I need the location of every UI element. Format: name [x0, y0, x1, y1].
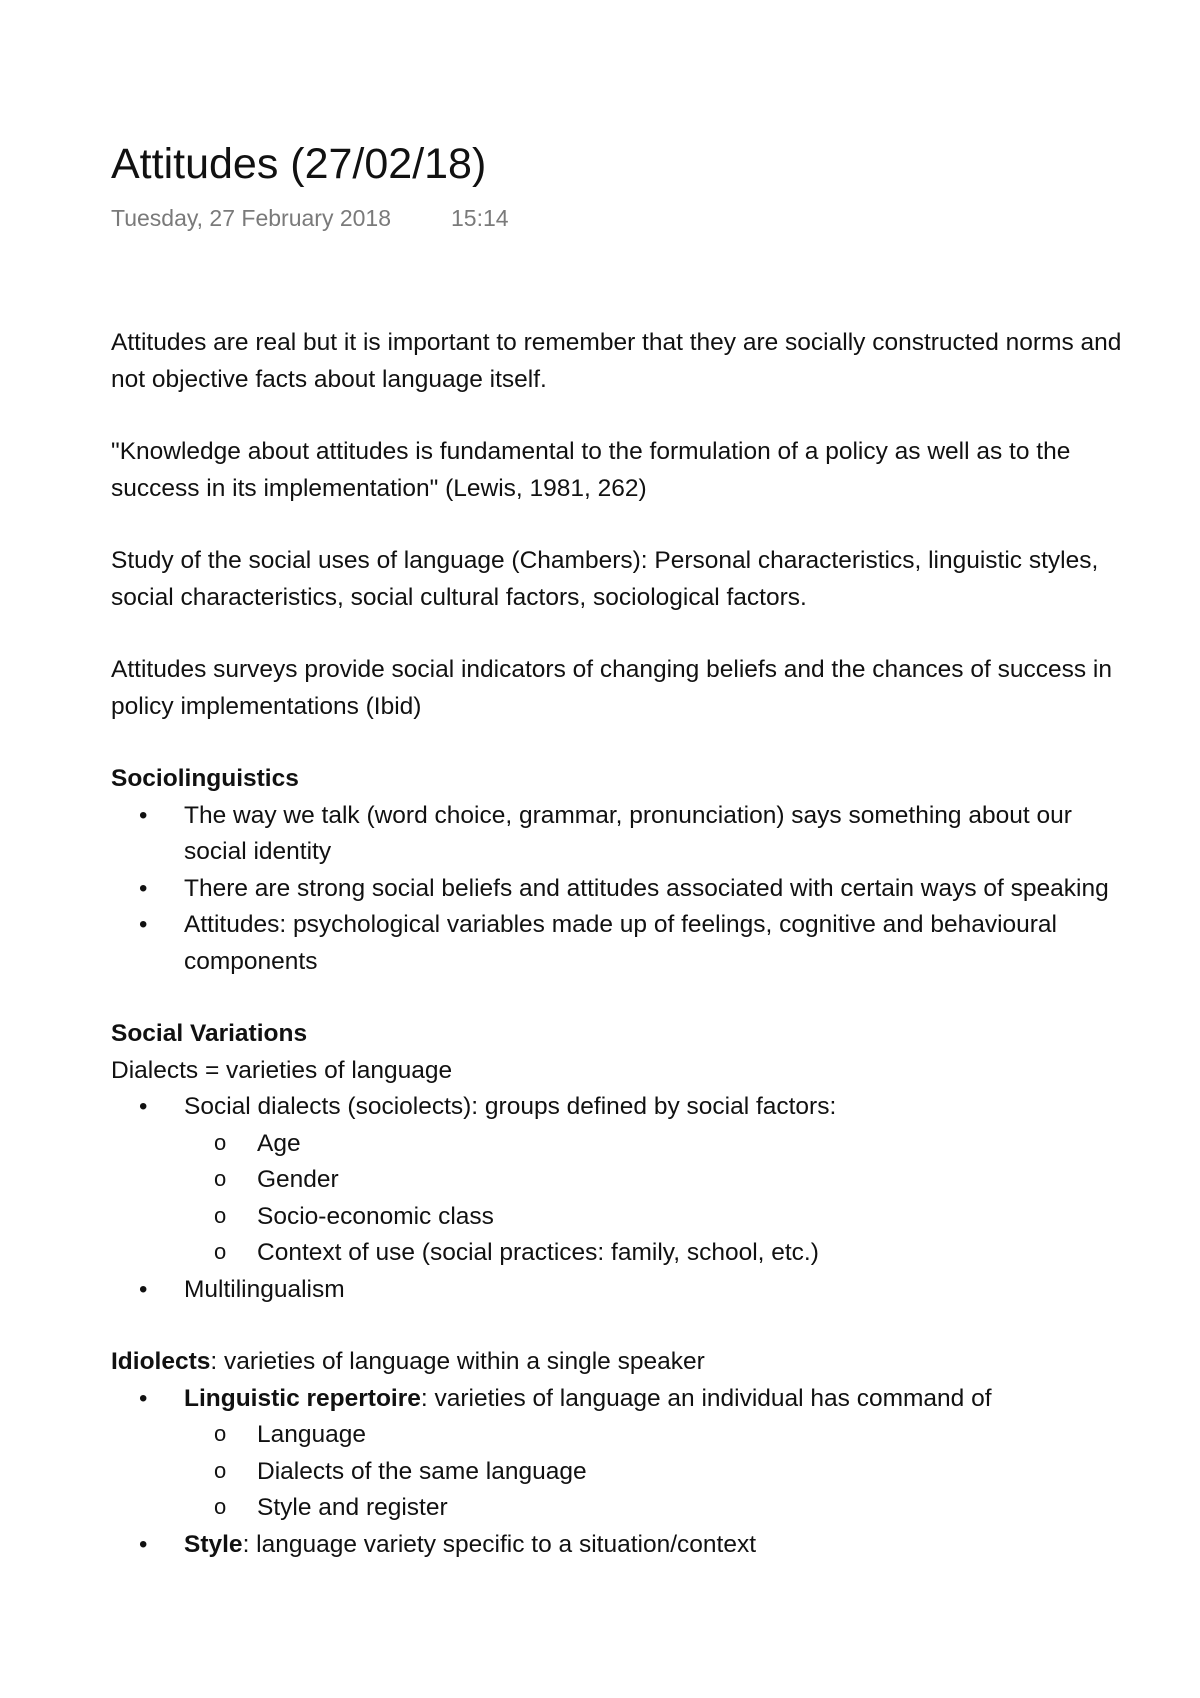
note-meta: [111, 204, 1141, 232]
note-date: Tuesday, 27 February 2018: [111, 205, 391, 231]
idiolects-list-cont: [111, 1527, 1141, 1564]
repertoire-sublist: [111, 1417, 1141, 1527]
list-item: • Attitudes: psychological variables made up of feelings, cognitive and behavioural components: [111, 907, 1141, 980]
sub-list-item: o Dialects of the same language: [111, 1454, 1141, 1491]
list-item: [111, 1381, 1141, 1418]
idiolects-definition: [111, 1344, 1141, 1381]
list-item: • The way we talk (word choice, grammar, pronunciation) says something about our social identity: [111, 798, 1141, 871]
idiolects-list: [111, 1381, 1141, 1418]
section-heading-sociolinguistics: Sociolinguistics: [111, 765, 299, 792]
list-item: [111, 1089, 1141, 1126]
sub-list-item: o Age: [111, 1126, 1141, 1163]
paragraph: Attitudes are real but it is important to remember that they are socially constructed norms and not objective facts about language itself.: [111, 329, 1122, 393]
repertoire-def: : varieties of language an individual has command of: [420, 1384, 992, 1412]
sociolinguistics-list: [111, 798, 1141, 981]
style-def: : language variety specific to a situation/context: [242, 1530, 756, 1558]
sub-list-item: o Gender: [111, 1162, 1141, 1199]
section-heading-social-variations: Social Variations: [111, 1020, 308, 1047]
sub-list-item: o Context of use (social practices: family, school, etc.): [111, 1235, 1141, 1272]
note-body: [111, 325, 1141, 1563]
sub-list-item: o Socio-economic class: [111, 1199, 1141, 1236]
sub-list-item: o Style and register: [111, 1490, 1141, 1527]
list-item: • Multilingualism: [111, 1272, 1141, 1309]
list-item-text: Social dialects (sociolects): groups defined by social factors:: [184, 1093, 837, 1120]
idiolects-def: : varieties of language within a single speaker: [210, 1348, 705, 1375]
note-header: [111, 138, 1141, 232]
social-variations-list: [111, 1089, 1141, 1126]
spacer: [111, 1308, 1141, 1344]
paragraph: Attitudes surveys provide social indicators of changing beliefs and the chances of success in policy implementations (Ibid): [111, 656, 1112, 720]
note-time: 15:14: [451, 205, 509, 231]
idiolects-term: Idiolects: [111, 1348, 211, 1375]
list-item: • There are strong social beliefs and attitudes associated with certain ways of speaking: [111, 871, 1141, 908]
paragraph: Study of the social uses of language (Chambers): Personal characteristics, linguistic styles, social characteristics, social cultural factors, sociological factors.: [111, 547, 1099, 611]
sub-list-item: o Language: [111, 1417, 1141, 1454]
dialects-intro: Dialects = varieties of language: [111, 1056, 453, 1084]
spacer: [111, 980, 1141, 1016]
social-variations-list-cont: [111, 1272, 1141, 1309]
paragraph: "Knowledge about attitudes is fundamental to the formulation of a policy as well as to the success in its implementation" (Lewis, 1981, 262): [111, 438, 1071, 502]
list-item: [111, 1527, 1141, 1564]
page-title: Attitudes (27/02/18): [111, 140, 487, 188]
style-term: Style: [184, 1530, 243, 1558]
repertoire-term: Linguistic repertoire: [184, 1384, 421, 1412]
social-factors-sublist: [111, 1126, 1141, 1272]
